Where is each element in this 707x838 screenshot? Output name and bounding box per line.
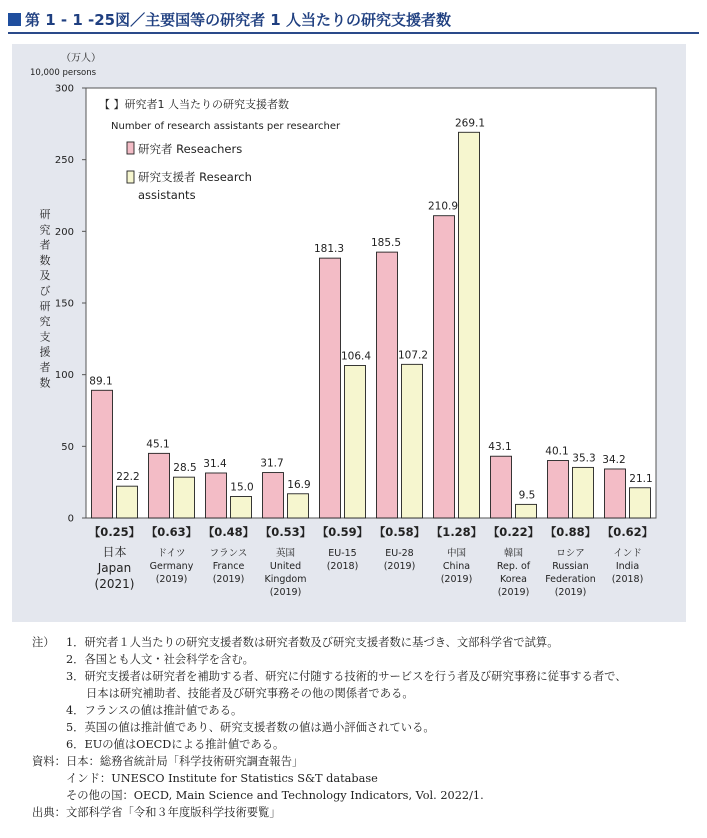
note-row bbox=[32, 736, 692, 753]
category-label: 中国 bbox=[446, 548, 467, 559]
figure-title: 第 1 - 1 -25図／主要国等の研究者 1 人当たりの研究支援者数 bbox=[25, 10, 451, 29]
category-label: (2019) bbox=[212, 574, 245, 585]
source-item: インド：UNESCO Institute for Statistics S&T database bbox=[66, 772, 378, 785]
origin-heading: 出典： bbox=[32, 806, 66, 819]
y-tick-label: 0 bbox=[67, 513, 74, 525]
bar-assistants bbox=[516, 504, 537, 518]
y-unit-en: 10,000 persons bbox=[30, 68, 97, 78]
category-label: India bbox=[615, 561, 640, 572]
bar-researchers bbox=[320, 258, 341, 518]
bar-assistants bbox=[573, 467, 594, 518]
category-label: France bbox=[212, 561, 245, 572]
note-row bbox=[32, 651, 692, 668]
note-item: 4．フランスの値は推計値である。 bbox=[66, 704, 243, 717]
category-label: (2018) bbox=[611, 574, 644, 585]
category-label: (2019) bbox=[383, 561, 416, 572]
note-item: 5．英国の値は推計値であり、研究支援者数の値は過小評価されている。 bbox=[66, 721, 435, 734]
category-label: China bbox=[442, 561, 471, 572]
category-label: (2019) bbox=[497, 587, 530, 598]
ratio-label: 【0.53】 bbox=[259, 525, 312, 539]
category-label: Kingdom bbox=[264, 574, 307, 585]
category-label: EU-15 bbox=[328, 548, 357, 559]
value-label-researchers: 45.1 bbox=[146, 438, 170, 451]
value-label-assistants: 35.3 bbox=[572, 452, 596, 465]
note-row bbox=[32, 702, 692, 719]
y-tick-label: 250 bbox=[54, 155, 74, 167]
source-row bbox=[32, 770, 692, 787]
bar-assistants bbox=[231, 497, 252, 519]
bar-assistants bbox=[174, 477, 195, 518]
y-tick-label: 300 bbox=[54, 83, 74, 95]
bar-researchers bbox=[434, 216, 455, 518]
category-label: Rep. of bbox=[496, 561, 531, 572]
note-row bbox=[32, 634, 692, 651]
source-row bbox=[32, 753, 692, 770]
value-label-researchers: 40.1 bbox=[545, 445, 569, 458]
bar-researchers bbox=[149, 453, 170, 518]
value-label-researchers: 89.1 bbox=[89, 375, 113, 388]
y-tick-label: 100 bbox=[54, 370, 74, 382]
origin-row bbox=[32, 804, 692, 821]
value-label-assistants: 16.9 bbox=[287, 478, 311, 491]
category-label: 韓国 bbox=[503, 548, 524, 559]
value-label-assistants: 106.4 bbox=[340, 350, 372, 363]
note-item: 3．研究支援者は研究者を補助する者、研究に付随する技術的サービスを行う者及び研究事務に従事する者で、 bbox=[66, 670, 627, 683]
bar-assistants bbox=[459, 132, 480, 518]
note-item: 6．EUの値はOECDによる推計値である。 bbox=[66, 738, 285, 751]
ratio-label: 【0.48】 bbox=[202, 525, 255, 539]
category-label: 英国 bbox=[275, 548, 296, 559]
value-label-assistants: 21.1 bbox=[629, 472, 653, 485]
bar-assistants bbox=[402, 364, 423, 518]
category-label: Germany bbox=[149, 561, 194, 572]
value-label-assistants: 28.5 bbox=[173, 462, 197, 475]
note-item: 1．研究者１人当たりの研究支援者数は研究者数及び研究支援者数に基づき、文部科学省で試算。 bbox=[66, 636, 559, 649]
category-label: インド bbox=[613, 548, 642, 559]
value-label-assistants: 269.1 bbox=[454, 117, 486, 130]
legend-label-researchers: 研究者 Reseachers bbox=[138, 142, 243, 156]
value-label-researchers: 181.3 bbox=[313, 243, 345, 256]
ratio-label: 【0.59】 bbox=[316, 525, 369, 539]
category-label: (2019) bbox=[155, 574, 188, 585]
y-tick-label: 50 bbox=[61, 441, 74, 453]
value-label-researchers: 31.4 bbox=[203, 457, 227, 470]
value-label-assistants: 107.2 bbox=[397, 349, 429, 362]
value-label-researchers: 34.2 bbox=[602, 453, 626, 466]
category-label: フランス bbox=[209, 548, 248, 559]
ratio-label: 【0.63】 bbox=[145, 525, 198, 539]
category-label: ロシア bbox=[556, 548, 585, 559]
category-label: EU-28 bbox=[385, 548, 414, 559]
category-label: (2019) bbox=[554, 587, 587, 598]
bar-assistants bbox=[630, 488, 651, 518]
bar-researchers bbox=[92, 390, 113, 518]
y-axis-label: 研究者数及び研究支援者数 bbox=[39, 208, 51, 390]
y-unit-ja: （万人） bbox=[61, 53, 101, 64]
value-label-researchers: 31.7 bbox=[260, 457, 284, 470]
category-label: (2019) bbox=[269, 587, 302, 598]
bar-researchers bbox=[206, 473, 227, 518]
value-label-researchers: 210.9 bbox=[427, 200, 459, 213]
legend-swatch-assistants bbox=[127, 171, 134, 183]
value-label-researchers: 43.1 bbox=[488, 441, 512, 454]
source-item: 日本：総務省統計局「科学技術研究調査報告」 bbox=[66, 755, 304, 768]
category-label: Japan bbox=[97, 561, 132, 575]
ratio-label: 【0.58】 bbox=[373, 525, 426, 539]
category-label: Russian bbox=[552, 561, 589, 572]
origin-item: 文部科学省「令和３年度版科学技術要覧」 bbox=[66, 806, 281, 819]
legend-label-assistants: 研究支援者 Research bbox=[138, 170, 252, 184]
category-label: Korea bbox=[500, 574, 527, 585]
bar-researchers bbox=[377, 252, 398, 518]
note-item-continuation: 日本は研究補助者、技能者及び研究事務その他の関係者である。 bbox=[86, 687, 414, 700]
ratio-label: 【0.22】 bbox=[487, 525, 540, 539]
legend-title-ja: 【 】研究者1 人当たりの研究支援者数 bbox=[99, 98, 289, 111]
ratio-label: 【0.25】 bbox=[88, 525, 141, 539]
ratio-label: 【1.28】 bbox=[430, 525, 483, 539]
value-label-assistants: 9.5 bbox=[518, 489, 536, 502]
ratio-label: 【0.62】 bbox=[601, 525, 654, 539]
category-label: (2019) bbox=[440, 574, 473, 585]
legend-title-en: Number of research assistants per researcher bbox=[111, 121, 341, 132]
notes-heading: 注） bbox=[32, 636, 55, 649]
bar-researchers bbox=[491, 456, 512, 518]
category-label: (2021) bbox=[94, 577, 135, 591]
notes-section bbox=[32, 634, 692, 821]
category-label: ドイツ bbox=[157, 548, 186, 559]
legend-label-assistants-cont: assistants bbox=[138, 188, 196, 202]
y-tick-label: 200 bbox=[54, 226, 74, 238]
legend-swatch-researchers bbox=[127, 142, 134, 154]
bar-assistants bbox=[345, 365, 366, 518]
ratio-label: 【0.88】 bbox=[544, 525, 597, 539]
bar-researchers bbox=[263, 473, 284, 518]
sources-heading: 資料： bbox=[32, 755, 66, 768]
bar-assistants bbox=[288, 494, 309, 518]
category-label: 日本 bbox=[102, 545, 127, 559]
source-item: その他の国：OECD, Main Science and Technology Indicators, Vol. 2022/1. bbox=[66, 789, 484, 802]
note-row bbox=[32, 668, 692, 685]
value-label-researchers: 185.5 bbox=[370, 237, 402, 250]
source-row bbox=[32, 787, 692, 804]
category-label: Federation bbox=[545, 574, 596, 585]
note-item: 2．各国とも人文・社会科学を含む。 bbox=[66, 653, 254, 666]
note-row bbox=[32, 719, 692, 736]
category-label: (2018) bbox=[326, 561, 359, 572]
y-tick-label: 150 bbox=[54, 298, 74, 310]
value-label-assistants: 15.0 bbox=[230, 481, 254, 494]
value-label-assistants: 22.2 bbox=[116, 471, 140, 484]
bar-researchers bbox=[605, 469, 626, 518]
bar-assistants bbox=[117, 486, 138, 518]
category-label: United bbox=[269, 561, 302, 572]
bar-researchers bbox=[548, 461, 569, 518]
